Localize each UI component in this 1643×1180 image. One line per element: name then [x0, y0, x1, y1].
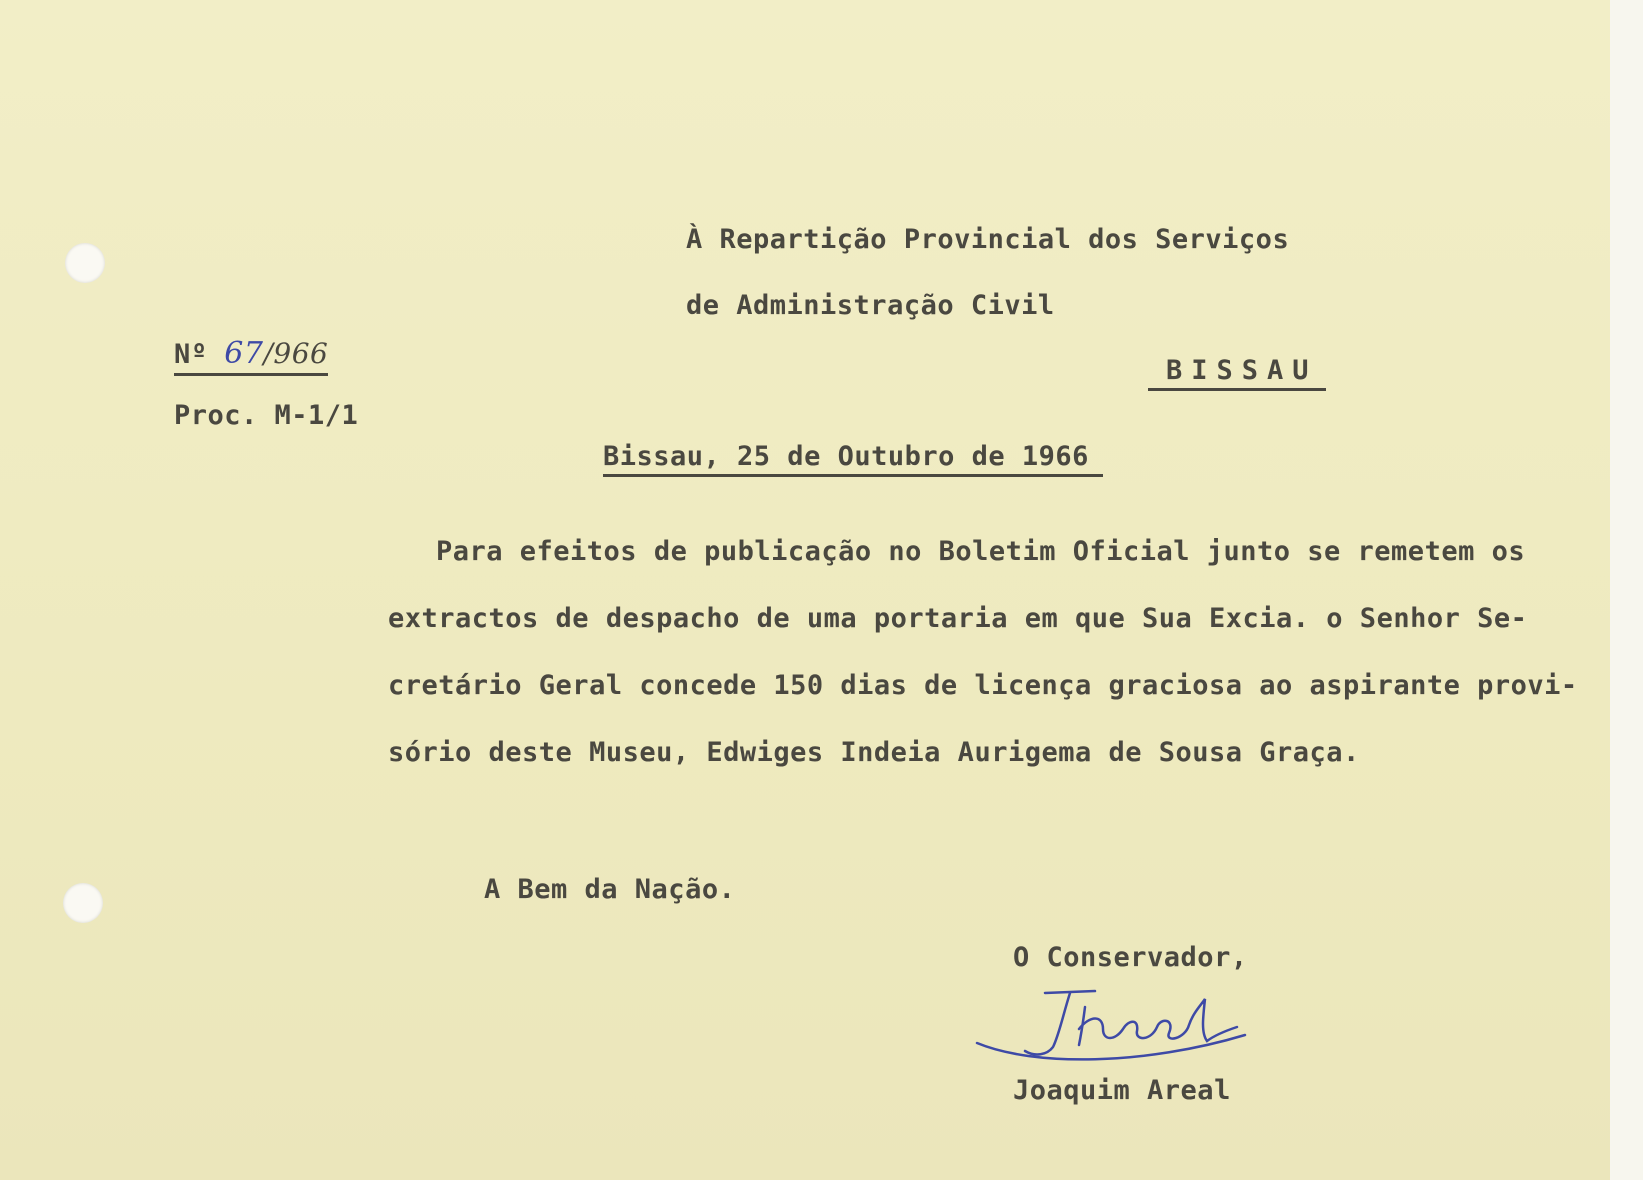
body-line: sório deste Museu, Edwiges Indeia Aurigema de Sousa Graça. — [388, 737, 1360, 768]
reference-suffix: /966 — [263, 337, 329, 370]
reference-prefix: Nº — [174, 339, 208, 370]
signatory-name: Joaquim Areal — [1013, 1075, 1231, 1106]
body-line: extractos de despacho de uma portaria em que Sua Excia. o Senhor Se- — [388, 603, 1528, 634]
reference-number — [174, 336, 328, 376]
reference-handwritten-number: 67 — [224, 336, 264, 371]
recipient-line-1: À Repartição Provincial dos Serviços — [686, 224, 1290, 255]
body-line: Para efeitos de publicação no Boletim Oficial junto se remetem os — [436, 536, 1526, 567]
body-line: cretário Geral concede 150 dias de licença graciosa ao aspirante provi- — [388, 670, 1578, 701]
punch-hole-bottom — [63, 883, 103, 923]
recipient-city: BISSAU — [1148, 355, 1326, 391]
closing-salutation: A Bem da Nação. — [484, 874, 736, 905]
handwritten-signature — [975, 985, 1265, 1065]
letter-body — [388, 532, 1578, 800]
letter-date: Bissau, 25 de Outubro de 1966 — [603, 441, 1103, 477]
punch-hole-top — [65, 243, 105, 283]
paper-edge — [1610, 0, 1643, 1180]
process-number: Proc. M-1/1 — [174, 400, 359, 431]
recipient-line-2: de Administração Civil — [686, 290, 1055, 321]
signatory-role: O Conservador, — [1013, 942, 1248, 973]
